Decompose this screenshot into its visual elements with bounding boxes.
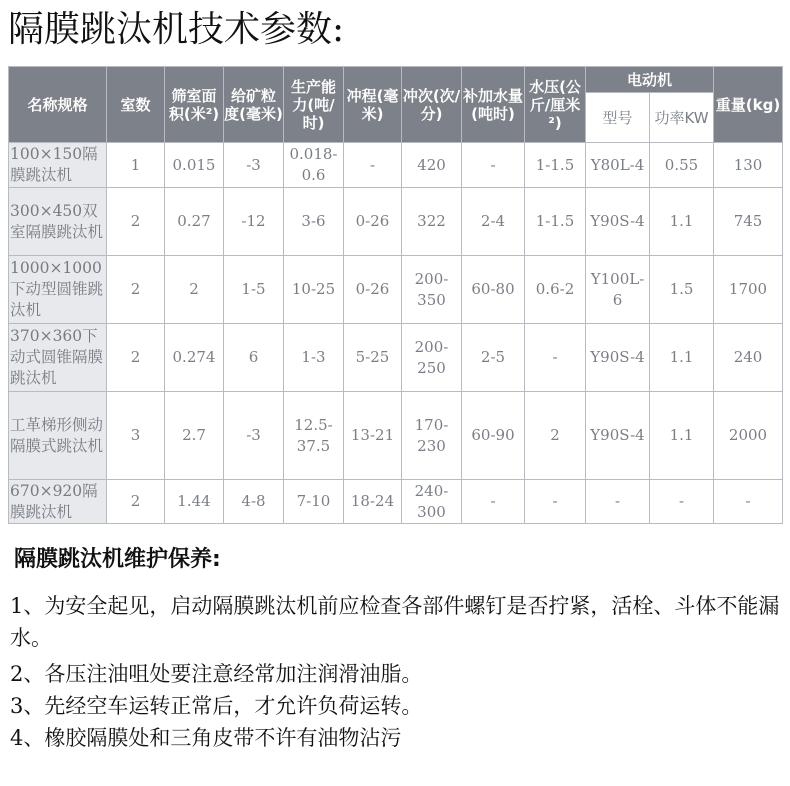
maintenance-item: 2、各压注油咀处要注意经常加注润滑油脂。 xyxy=(10,662,423,686)
header-freq: 冲次(次/分) xyxy=(402,67,462,143)
cell-feed: 1-5 xyxy=(224,256,284,324)
table-row xyxy=(9,143,783,188)
cell-motor-power: - xyxy=(650,480,714,524)
cell-rooms: 2 xyxy=(107,256,165,324)
cell-area: 0.274 xyxy=(165,324,224,392)
cell-feed: -12 xyxy=(224,188,284,256)
cell-weight: - xyxy=(714,480,783,524)
maintenance-item: 1、为安全起见，启动隔膜跳汰机前应检查各部件螺钉是否拧紧，活栓、斗体不能漏水。 xyxy=(10,594,780,650)
cell-feed: 6 xyxy=(224,324,284,392)
cell-stroke: 0-26 xyxy=(344,188,402,256)
cell-weight: 130 xyxy=(714,143,783,188)
cell-stroke: 18-24 xyxy=(344,480,402,524)
cell-motor-model: Y90S-4 xyxy=(586,324,650,392)
cell-area: 0.27 xyxy=(165,188,224,256)
cell-motor-model: Y80L-4 xyxy=(586,143,650,188)
cell-area: 2.7 xyxy=(165,392,224,480)
cell-pressure: - xyxy=(525,480,586,524)
header-motor-model: 型号 xyxy=(586,93,650,143)
cell-feed: -3 xyxy=(224,392,284,480)
cell-pressure: - xyxy=(525,324,586,392)
cell-capacity: 7-10 xyxy=(284,480,344,524)
cell-capacity: 0.018-0.6 xyxy=(284,143,344,188)
cell-area: 0.015 xyxy=(165,143,224,188)
cell-rooms: 2 xyxy=(107,324,165,392)
cell-motor-power: 1.1 xyxy=(650,188,714,256)
cell-pressure: 1-1.5 xyxy=(525,188,586,256)
header-name: 名称规格 xyxy=(9,67,107,143)
cell-motor-power: 1.5 xyxy=(650,256,714,324)
cell-name: 工革梯形侧动隔膜式跳汰机 xyxy=(9,392,107,480)
table-row xyxy=(9,256,783,324)
cell-rooms: 2 xyxy=(107,480,165,524)
cell-stroke: 5-25 xyxy=(344,324,402,392)
cell-freq: 420 xyxy=(402,143,462,188)
table-row xyxy=(9,480,783,524)
cell-water-add: 2-5 xyxy=(462,324,525,392)
cell-motor-model: Y90S-4 xyxy=(586,392,650,480)
header-weight: 重量(kg) xyxy=(714,67,783,143)
cell-rooms: 2 xyxy=(107,188,165,256)
cell-water-add: - xyxy=(462,143,525,188)
cell-weight: 2000 xyxy=(714,392,783,480)
cell-freq: 200-350 xyxy=(402,256,462,324)
cell-motor-model: Y90S-4 xyxy=(586,188,650,256)
header-capacity: 生产能力(吨/时) xyxy=(284,67,344,143)
cell-water-add: 2-4 xyxy=(462,188,525,256)
cell-capacity: 1-3 xyxy=(284,324,344,392)
cell-weight: 1700 xyxy=(714,256,783,324)
header-motor: 电动机 xyxy=(586,67,714,93)
cell-capacity: 12.5-37.5 xyxy=(284,392,344,480)
spec-table xyxy=(8,66,783,524)
header-stroke: 冲程(毫米) xyxy=(344,67,402,143)
cell-name: 1000×1000下动型圆锥跳汰机 xyxy=(9,256,107,324)
maintenance-title: 隔膜跳汰机维护保养: xyxy=(14,547,221,572)
maintenance-list xyxy=(10,590,786,754)
cell-stroke: 13-21 xyxy=(344,392,402,480)
cell-freq: 322 xyxy=(402,188,462,256)
cell-weight: 745 xyxy=(714,188,783,256)
cell-weight: 240 xyxy=(714,324,783,392)
cell-feed: 4-8 xyxy=(224,480,284,524)
cell-freq: 240-300 xyxy=(402,480,462,524)
cell-pressure: 2 xyxy=(525,392,586,480)
cell-freq: 200-250 xyxy=(402,324,462,392)
header-area: 筛室面积(米²) xyxy=(165,67,224,143)
cell-feed: -3 xyxy=(224,143,284,188)
cell-motor-model: - xyxy=(586,480,650,524)
cell-water-add: 60-80 xyxy=(462,256,525,324)
header-feed: 给矿粒度(毫米) xyxy=(224,67,284,143)
header-pressure: 水压(公斤/厘米²) xyxy=(525,67,586,143)
cell-rooms: 3 xyxy=(107,392,165,480)
maintenance-item: 4、橡胶隔膜处和三角皮带不许有油物沾污 xyxy=(10,726,402,750)
cell-area: 2 xyxy=(165,256,224,324)
cell-pressure: 0.6-2 xyxy=(525,256,586,324)
cell-capacity: 3-6 xyxy=(284,188,344,256)
header-motor-power: 功率KW xyxy=(650,93,714,143)
cell-motor-power: 1.1 xyxy=(650,324,714,392)
cell-motor-power: 0.55 xyxy=(650,143,714,188)
cell-area: 1.44 xyxy=(165,480,224,524)
cell-motor-power: 1.1 xyxy=(650,392,714,480)
cell-name: 100×150隔膜跳汰机 xyxy=(9,143,107,188)
maintenance-item: 3、先经空车运转正常后，才允许负荷运转。 xyxy=(10,694,423,718)
header-water-add: 补加水量(吨时) xyxy=(462,67,525,143)
table-row xyxy=(9,324,783,392)
cell-pressure: 1-1.5 xyxy=(525,143,586,188)
table-row xyxy=(9,188,783,256)
cell-motor-model: Y100L-6 xyxy=(586,256,650,324)
page-title: 隔膜跳汰机技术参数: xyxy=(8,9,345,50)
cell-name: 670×920隔膜跳汰机 xyxy=(9,480,107,524)
cell-capacity: 10-25 xyxy=(284,256,344,324)
cell-freq: 170-230 xyxy=(402,392,462,480)
header-rooms: 室数 xyxy=(107,67,165,143)
cell-name: 300×450双室隔膜跳汰机 xyxy=(9,188,107,256)
cell-stroke: 0-26 xyxy=(344,256,402,324)
table-row xyxy=(9,392,783,480)
cell-water-add: - xyxy=(462,480,525,524)
cell-name: 370×360下动式圆锥隔膜跳汰机 xyxy=(9,324,107,392)
cell-rooms: 1 xyxy=(107,143,165,188)
cell-stroke: - xyxy=(344,143,402,188)
cell-water-add: 60-90 xyxy=(462,392,525,480)
